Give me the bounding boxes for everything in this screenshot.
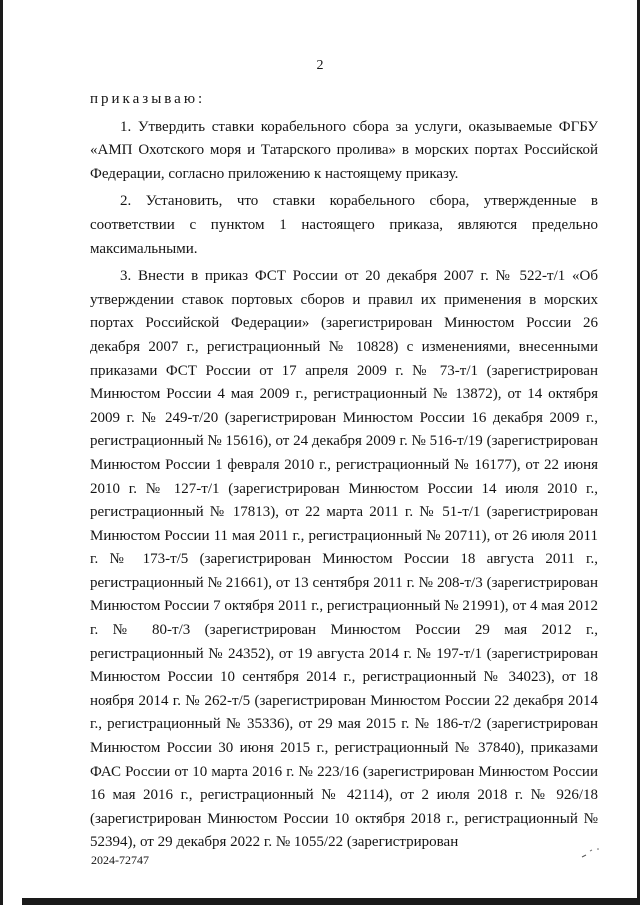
paragraph-item-2: 2. Установить, что ставки корабельного сбора, утвержденные в соответствии с пунктом 1 настоящего приказа, являются предельно максимальными. — [90, 193, 598, 257]
order-heading: приказываю: — [90, 91, 206, 107]
scan-speck-mark — [580, 847, 602, 859]
paragraph-item-1: 1. Утвердить ставки корабельного сбора за услуги, оказываемые ФГБУ «АМП Охотского моря и Татарского пролива» в морских портах Российской Федерации, согласно приложению к настоящему приказу. — [90, 118, 598, 182]
document-code: 2024-72747 — [91, 853, 149, 867]
scan-border-bottom — [22, 898, 640, 905]
page-number: 2 — [316, 58, 324, 73]
paragraph-item-3: 3. Внести в приказ ФСТ России от 20 декабря 2007 г. № 522-т/1 «Об утверждении ставок портовых сборов и правил их применения в морских портах Российской Федерации» (зарегистрирован Минюстом России 26 декабря 2007 г., регистрационный № 10828) с изменениями, внесенными приказами ФСТ России от 17 апреля 2009 г. № 73-т/1 (зарегистрирован Минюстом России 4 мая 2009 г., регистрационный № 13872), от 14 октября 2009 г. № 249-т/20 (зарегистрирован Минюстом России 16 декабря 2009 г., регистрационный № 15616), от 24 декабря 2009 г. № 516-т/19 (зарегистрирован Минюстом России 1 февраля 2010 г., регистрационный № 16177), от 22 июня 2010 г. № 127-т/1 (зарегистрирован Минюстом России 14 июля 2010 г., регистрационный № 17813), от 22 марта 2011 г. № 51-т/1 (зарегистрирован Минюстом России 11 мая 2011 г., регистрационный № 20711), от 26 июля 2011 г. № 173-т/5 (зарегистрирован Минюстом России 18 августа 2011 г., регистрационный № 21661), от 13 сентября 2011 г. № 208-т/3 (зарегистрирован Минюстом России 7 октября 2011 г., регистрационный № 21991), от 4 мая 2012 г. № 80-т/3 (зарегистрирован Минюстом России 29 мая 2012 г., регистрационный № 24352), от 19 августа 2014 г. № 197-т/1 (зарегистрирован Минюстом России 10 сентября 2014 г., регистрационный № 34023), от 18 ноября 2014 г. № 262-т/5 (зарегистрирован Минюстом России 22 декабря 2014 г., регистрационный № 35336), от 29 мая 2015 г. № 186-т/2 (зарегистрирован Минюстом России 30 июня 2015 г., регистрационный № 37840), приказами ФАС России от 10 марта 2016 г. № 223/16 (зарегистрирован Минюстом России 16 мая 2016 г., регистрационный № 42114), от 2 июля 2018 г. № 926/18 (зарегистрирован Минюстом России 10 октября 2018 г., регистрационный № 52394), от 29 декабря 2022 г. № 1055/22 (зарегистрирован — [90, 268, 598, 851]
scan-border-left — [0, 0, 3, 905]
document-body — [90, 88, 598, 855]
